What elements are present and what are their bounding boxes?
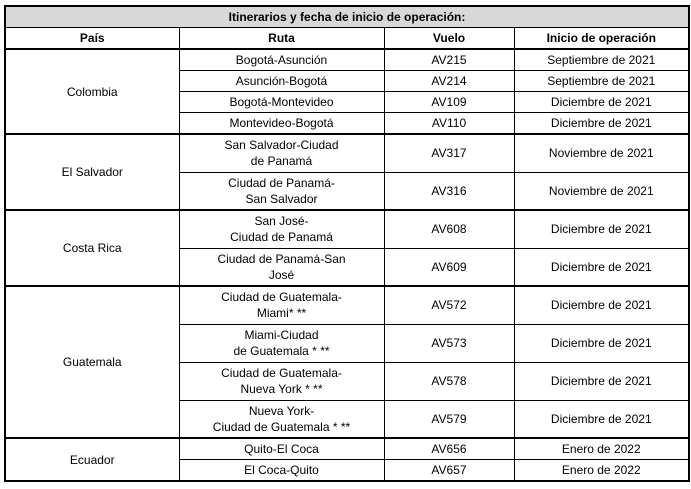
flight-cell: AV609 <box>384 248 514 286</box>
table-row <box>5 286 689 324</box>
route-line: de Panamá <box>250 154 313 169</box>
route-line: San Salvador-Ciudad <box>224 138 339 153</box>
table-row <box>5 134 689 172</box>
start-date-cell: Septiembre de 2021 <box>514 71 689 92</box>
table-row <box>5 210 689 248</box>
route-cell <box>179 71 384 92</box>
route-cell <box>179 400 384 438</box>
flight-cell: AV578 <box>384 362 514 400</box>
route-cell <box>179 172 384 210</box>
column-header-flight: Vuelo <box>384 28 514 50</box>
start-date-cell: Diciembre de 2021 <box>514 324 689 362</box>
start-date-cell: Septiembre de 2021 <box>514 49 689 71</box>
route-line: José <box>268 267 295 282</box>
route-line: El Coca-Quito <box>244 463 319 477</box>
flight-cell: AV110 <box>384 113 514 135</box>
start-date-cell: Diciembre de 2021 <box>514 400 689 438</box>
itinerary-table <box>4 5 690 482</box>
route-line: de Guatemala * ** <box>233 344 330 358</box>
column-header-route: Ruta <box>179 28 384 50</box>
route-cell <box>179 49 384 71</box>
flight-cell: AV573 <box>384 324 514 362</box>
start-date-cell: Noviembre de 2021 <box>514 134 689 172</box>
flight-cell: AV656 <box>384 438 514 460</box>
flight-cell: AV608 <box>384 210 514 248</box>
route-cell <box>179 248 384 286</box>
route-line: Ciudad de Guatemala- <box>221 290 342 305</box>
route-line: San Salvador <box>245 191 318 206</box>
flight-cell: AV214 <box>384 71 514 92</box>
column-header-row <box>5 28 689 50</box>
route-line: San José- <box>254 214 309 229</box>
table-row <box>5 49 689 71</box>
route-line: Ciudad de Guatemala- <box>221 366 342 380</box>
country-cell: Guatemala <box>5 286 179 438</box>
flight-cell: AV215 <box>384 49 514 71</box>
start-date-cell: Diciembre de 2021 <box>514 286 689 324</box>
column-header-start: Inicio de operación <box>514 28 689 50</box>
route-line: Bogotá-Montevideo <box>229 95 334 109</box>
route-cell <box>179 134 384 172</box>
table-title: Itinerarios y fecha de inicio de operación: <box>5 6 689 28</box>
route-line: Asunción-Bogotá <box>235 74 328 88</box>
column-header-country: País <box>5 28 179 50</box>
title-row <box>5 6 689 28</box>
route-cell <box>179 460 384 482</box>
country-cell: El Salvador <box>5 134 179 210</box>
country-cell: Ecuador <box>5 438 179 481</box>
route-line: Miami* ** <box>256 306 307 321</box>
route-cell <box>179 92 384 113</box>
route-line: Ciudad de Panamá <box>230 230 333 245</box>
route-line: Ciudad de Panamá-San <box>217 251 346 266</box>
route-line: Montevideo-Bogotá <box>229 116 334 130</box>
route-line: Ciudad de Guatemala * ** <box>212 419 351 434</box>
flight-cell: AV109 <box>384 92 514 113</box>
table-body <box>5 49 689 481</box>
start-date-cell: Diciembre de 2021 <box>514 113 689 135</box>
country-cell: Colombia <box>5 49 179 134</box>
route-cell <box>179 362 384 400</box>
start-date-cell: Enero de 2022 <box>514 438 689 460</box>
flight-cell: AV579 <box>384 400 514 438</box>
route-line: Miami-Ciudad <box>244 328 319 342</box>
country-cell: Costa Rica <box>5 210 179 286</box>
route-cell <box>179 438 384 460</box>
flight-cell: AV317 <box>384 134 514 172</box>
start-date-cell: Diciembre de 2021 <box>514 210 689 248</box>
start-date-cell: Noviembre de 2021 <box>514 172 689 210</box>
start-date-cell: Enero de 2022 <box>514 460 689 482</box>
route-cell <box>179 286 384 324</box>
flight-cell: AV572 <box>384 286 514 324</box>
route-line: Nueva York * ** <box>240 382 323 396</box>
route-line: Bogotá-Asunción <box>235 53 328 67</box>
start-date-cell: Diciembre de 2021 <box>514 92 689 113</box>
route-cell <box>179 210 384 248</box>
start-date-cell: Diciembre de 2021 <box>514 362 689 400</box>
table-row <box>5 438 689 460</box>
flight-cell: AV316 <box>384 172 514 210</box>
route-cell <box>179 113 384 135</box>
route-line: Ciudad de Panamá- <box>228 175 335 190</box>
flight-cell: AV657 <box>384 460 514 482</box>
route-line: Nueva York- <box>248 403 315 418</box>
route-cell <box>179 324 384 362</box>
route-line: Quito-El Coca <box>244 442 319 456</box>
start-date-cell: Diciembre de 2021 <box>514 248 689 286</box>
